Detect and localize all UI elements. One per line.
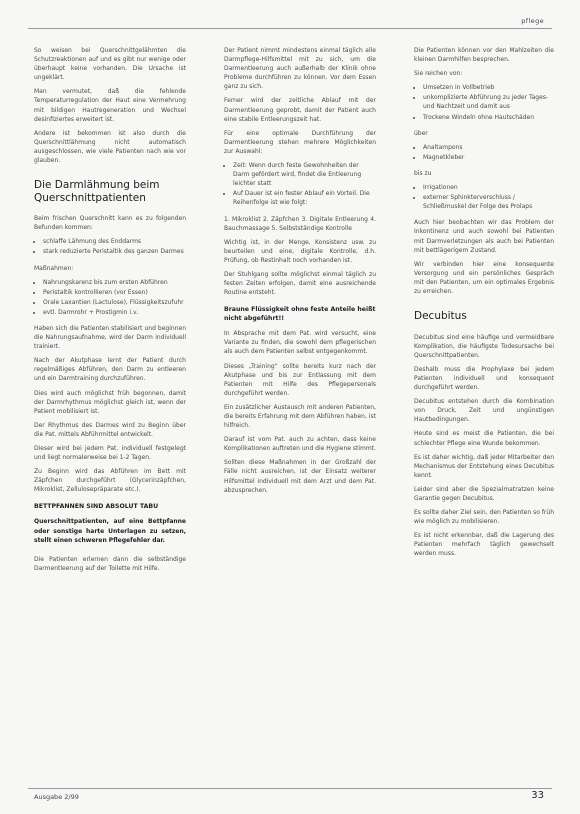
paragraph: Decubitus sind eine häufige und vermeidbare Komplikation, die häufigste Todesursache bei Querschnittpatienten.	[414, 333, 554, 359]
list-label: über	[414, 129, 428, 137]
paragraph: Der Rhythmus des Darmes wird zu Beginn über die Pat. mittels Abführmittel entwickelt.	[34, 421, 186, 438]
header-divider	[28, 28, 552, 29]
list-item: • externer Sphinkterverschluss / Schließmuskel der Folge des Prolaps	[423, 193, 554, 211]
paragraph: Dieses „Training“ sollte bereits kurz nach der Akutphase und bis zur Entlassung mit dem Patienten mit Hilfe des Pflegepersonals durchgeführt werden.	[224, 362, 376, 397]
list-item: • Umsetzen in Vollbetrieb	[423, 83, 554, 92]
warning-paragraph: Querschnittpatienten, auf eine Bettpfanne oder sonstige harte Unterlagen zu setzen, stellt einen schweren Pflegefehler dar.	[34, 518, 186, 544]
paragraph: Es ist nicht erkennbar, daß die Lagerung des Patienten mehrfach täglich gewechselt werden muss.	[414, 532, 554, 558]
paragraph: Deshalb muss die Prophylaxe bei jedem Patienten individuell und konsequent durchgeführt werden.	[414, 365, 554, 392]
aids-list-3	[414, 183, 554, 211]
paragraph: Zu Beginn wird das Abführen im Bett mit Zäpfchen durchgeführt (Glycerinzäpfchen, Mikroklist, Zellulosepräparate etc.).	[34, 468, 186, 494]
paragraph: Andere ist bekommen ist also durch die Querschnittlähmung nicht automatisch ausgeschlossen, wie viele Patienten nach wie vor glauben.	[34, 129, 186, 165]
paragraph: Heute sind es meist die Patienten, die bei schlechter Pflege eine Wunde bekommen.	[414, 430, 554, 447]
bold-subheading: Braune Flüssigkeit ohne feste Anteile heißt nicht abgeführt!!	[224, 306, 376, 323]
paragraph: Decubitus entstehen durch die Kombination von Druck, Zeit und ungünstigen Hautbedingungen.	[414, 398, 554, 424]
paragraph: In Absprache mit dem Pat. wird versucht, eine Variante zu finden, die sowohl dem pflegerischen als auch dem Patienten selbst entgegenkommt.	[224, 330, 376, 356]
section-heading-decubitus: Decubitus	[414, 310, 467, 323]
list-label: Sie reichen von:	[414, 70, 463, 78]
list-item: • Peristaltik kontrollieren (vor Essen)	[43, 288, 186, 297]
column-2	[224, 46, 376, 500]
list-item: • unkomplizierte Abführung zu jeder Tages- und Nachtzeit und damit aus	[423, 93, 554, 111]
paragraph: Die Patienten erlernen dann die selbständige Darmentleerung auf der Toilette mit Hilfe.	[34, 555, 186, 572]
list-item: • evtl. Darmrohr + Prostigmin i.v.	[43, 308, 186, 317]
list-item: • Orale Laxantien (Lactulose), Flüssigkeitszufuhr	[43, 298, 186, 307]
paragraph: Beim frischen Querschnitt kann es zu folgenden Befunden kommen:	[34, 215, 186, 232]
subheading: BETTPFANNEN SIND ABSOLUT TABU	[34, 503, 159, 511]
list-item: • Analtampons	[423, 143, 554, 152]
measures-label: Maßnahmen:	[34, 264, 74, 272]
paragraph: Wichtig ist, in der Menge, Konsistenz usw. zu beurteilen und eine, digitale Kontrolle, d.h. Prüfung, ob Restinhalt noch vorhanden ist.	[224, 238, 376, 264]
issue-label: Ausgabe 2/99	[34, 793, 79, 801]
aids-list-1	[414, 83, 554, 121]
list-item: • Nahrungskarenz bis zum ersten Abführen	[43, 278, 186, 287]
list-item: • Irrigationen	[423, 183, 554, 192]
paragraph: Es ist daher wichtig, daß jeder Mitarbeiter den Mechanismus der Entstehung eines Decubitus kennt.	[414, 453, 554, 479]
page-number: 33	[531, 790, 544, 801]
options-list	[224, 161, 376, 207]
paragraph: Es sollte daher Ziel sein, den Patienten so früh wie möglich zu mobilisieren.	[414, 509, 554, 526]
paragraph: So weisen bei Querschnittgelähmten die Schutzreaktionen auf und es gibt nur wenige oder überhaupt keine vorhanden. Die Ursache ist ungeklärt.	[34, 47, 186, 82]
paragraph: Dies wird auch möglichst früh begonnen, damit der Darmrhythmus möglichst gleich ist, wenn der Patient mobilisiert ist.	[34, 389, 186, 415]
paragraph: Ferner wird der zeitliche Ablauf mit der Darmentleerung geprobt, damit der Patient auch eine stabile Entleerungszeit hat.	[224, 97, 376, 123]
paragraph: Die Patienten können vor den Mahlzeiten die kleinen Darmhilfen besprechen.	[414, 47, 554, 64]
paragraph: Auch hier beobachten wir das Problem der Inkontinenz und auch sowohl bei Patienten mit Darmverletzungen als auch bei Patienten mit bettlägerigem Zustand.	[414, 219, 554, 254]
paragraph: Darauf ist vom Pat. auch zu achten, dass keine Komplikationen auftreten und die Hygiene stimmt.	[224, 436, 376, 453]
findings-list	[34, 237, 186, 256]
paragraph: Haben sich die Patienten stabilisiert und beginnen die Nahrungsaufnahme, wird der Darm individuell trainiert.	[34, 324, 186, 351]
list-item: • stark reduzierte Peristaltik des ganzen Darmes	[43, 247, 186, 256]
list-item: • Magnetkleber	[423, 153, 554, 162]
paragraph: Für eine optimale Durchführung der Darmentleerung stehen mehrere Möglichkeiten zur Auswahl:	[224, 129, 376, 155]
paragraph: Wir verbinden hier eine konsequente Versorgung und ein persönliches Gespräch mit den Patienten, um ein optimales Ergebnis zu erreichen.	[414, 260, 554, 295]
list-label: bis zu	[414, 169, 432, 177]
column-1	[34, 46, 186, 578]
column-3	[414, 46, 554, 564]
list-item: • Trockene Windeln ohne Hautschäden	[423, 113, 554, 122]
paragraph: Sollten diese Maßnahmen in der Großzahl der Fälle nicht ausreichen, ist der Einsatz weiterer Hilfsmittel individuell mit dem Arzt und dem Pat. abzusprechen.	[224, 459, 376, 494]
paragraph: Ein zusätzlicher Austausch mit anderen Patienten, die bereits Erfahrung mit dem Abführen haben, ist hilfreich.	[224, 403, 376, 430]
aids-list-2	[414, 143, 554, 162]
measures-list	[34, 278, 186, 317]
list-item: • Auf Dauer ist ein fester Ablauf ein Vorteil. Die Reihenfolge ist wie folgt:	[233, 189, 376, 207]
paragraph: Leider sind aber die Spezialmatratzen keine Garantie gegen Decubitus.	[414, 485, 554, 502]
paragraph: Man vermutet, daß die fehlende Temperaturregulation der Haut eine Vermehrung mit bildigen Hautregeneration und Wechsel desinfiziertes erweitert ist.	[34, 88, 186, 123]
steps-paragraph: 1. Mikroklist 2. Zäpfchen 3. Digitale Entleerung 4. Bauchmassage 5. Selbstständige Kontrolle	[224, 215, 376, 232]
section-header: pflege	[521, 17, 544, 25]
footer-divider	[28, 788, 552, 789]
article-heading: Die Darmlähmung beim Querschnittpatienten	[34, 179, 160, 204]
paragraph: Der Stuhlgang sollte möglichst einmal täglich zu festen Zeiten erfolgen, damit eine ausreichende Routine entsteht.	[224, 270, 376, 297]
paragraph: Nach der Akutphase lernt der Patient durch regelmäßiges Abführen, den Darm zu entleeren und ein Darmtraining durchzuführen.	[34, 357, 186, 383]
paragraph: Dieser wird bei jedem Pat. individuell festgelegt und liegt normalerweise bei 1-2 Tagen.	[34, 445, 186, 462]
paragraph: Der Patient nimmt mindestens einmal täglich alle Darmpflege-Hilfsmittel mit zu sich, um die Darmentleerung auch außerhalb der Klinik ohne Probleme durchführen zu können. Vor dem Essen ganz zu sich.	[224, 47, 376, 91]
list-item: • schlaffe Lähmung des Enddarms	[43, 237, 186, 246]
list-item: • Zeit: Wenn durch feste Gewohnheiten der Darm gefördert wird, findet die Entleerung leichter statt	[233, 161, 376, 188]
